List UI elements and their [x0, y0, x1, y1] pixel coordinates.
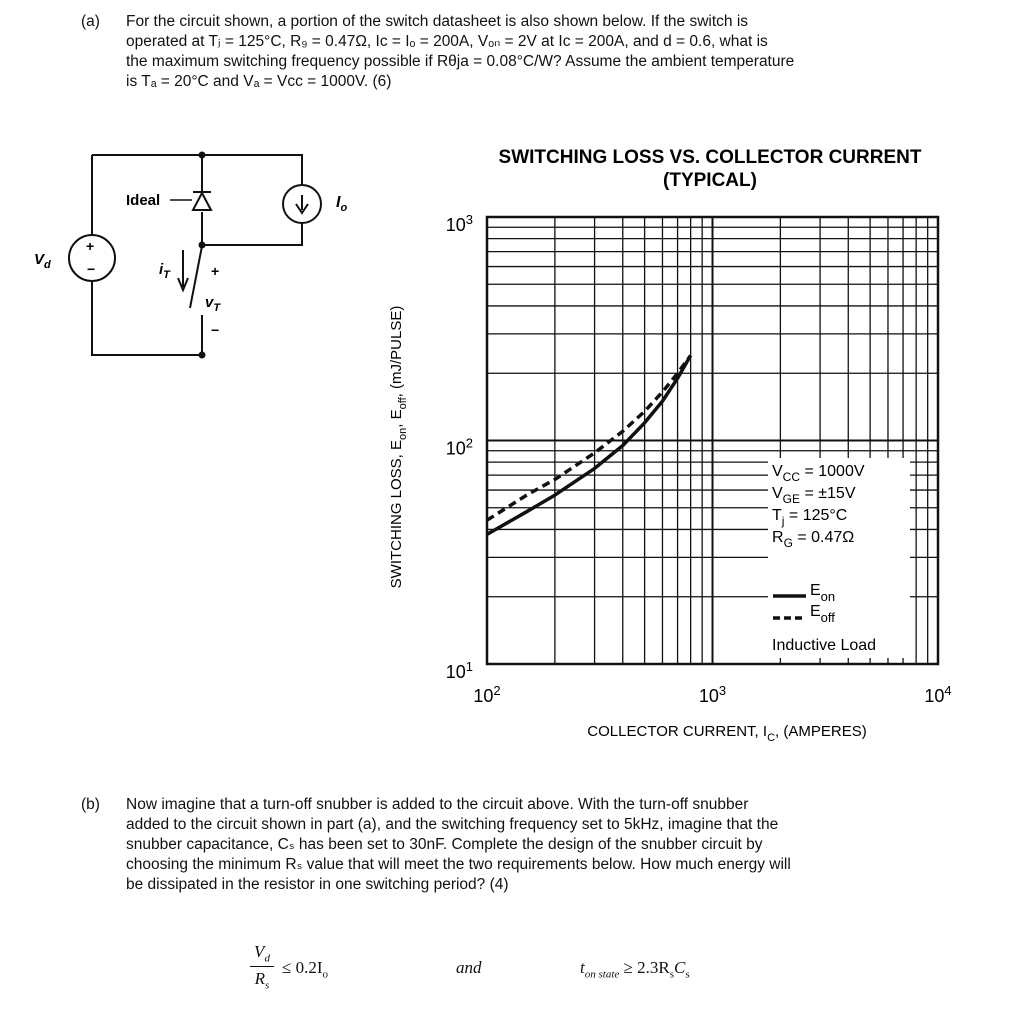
- question-b-line: be dissipated in the resistor in one switching period? (4): [126, 876, 509, 893]
- eq1-numerator: $V_d$: [254, 942, 270, 965]
- question-b-line: Now imagine that a turn-off snubber is added to the circuit above. With the turn-off snubber: [126, 796, 749, 813]
- legend-eoff-main: E: [810, 603, 821, 620]
- eq2-lhs-sub: on state: [584, 968, 620, 981]
- condition-value: = ±15V: [800, 485, 856, 502]
- y-axis-label-on: on: [397, 427, 409, 440]
- question-a-line: For the circuit shown, a portion of the switch datasheet is also shown below. If the switch is: [126, 13, 749, 30]
- diode-symbol: [193, 192, 211, 210]
- diode-label: Ideal: [126, 192, 161, 209]
- series-line-eoff: [487, 356, 691, 521]
- x-tick-label: [473, 683, 500, 706]
- question-a-label: (a): [81, 13, 100, 30]
- vT-label-sub: T: [213, 302, 221, 314]
- y-tick-exp: 2: [465, 435, 473, 451]
- question-b-label: (b): [81, 796, 100, 813]
- x-tick-label: [699, 683, 726, 706]
- source-minus: −: [87, 261, 96, 277]
- iT-label-sub: T: [163, 269, 170, 281]
- equation-conjunction: and: [456, 958, 482, 977]
- wire-top-right: [202, 155, 302, 185]
- x-axis-label-sub: C: [767, 732, 776, 744]
- junction-dot: [199, 352, 206, 359]
- junction-dot: [199, 152, 206, 159]
- condition-main: V: [772, 485, 783, 502]
- eq1-fraction: [250, 942, 274, 992]
- question-a-line: the maximum switching frequency possible if Rθja = 0.08°C/W? Assume the ambient temperature: [126, 53, 795, 70]
- y-tick-base: 10: [445, 662, 466, 682]
- question-b-line: snubber capacitance, Cₛ has been set to 30nF. Complete the design of the snubber circuit by: [126, 836, 763, 853]
- iT-arrow-icon: [178, 250, 188, 290]
- y-tick-exp: 1: [465, 659, 473, 674]
- equation-1: [250, 942, 360, 1002]
- y-axis-label: [388, 306, 409, 589]
- question-a-line: is Tₐ = 20°C and Vₐ = Vᴄᴄ = 1000V. (6): [126, 73, 392, 90]
- condition-value: = 1000V: [800, 463, 865, 480]
- chart-title: SWITCHING LOSS VS. COLLECTOR CURRENT: [498, 147, 922, 168]
- y-tick-label: [446, 436, 473, 459]
- question-b-line: added to the circuit shown in part (a), and the switching frequency set to 5kHz, imagine that the: [126, 816, 779, 833]
- eq2-rhs-sub2: s: [685, 968, 690, 981]
- question-a: [81, 12, 981, 102]
- vT-minus: −: [211, 322, 220, 338]
- question-b: [81, 795, 981, 905]
- current-label-sub: o: [340, 202, 348, 214]
- y-tick-exp: 3: [465, 212, 473, 227]
- condition-sub: GE: [782, 492, 801, 506]
- x-tick-exp: 4: [944, 683, 952, 698]
- legend-eoff-sub: off: [820, 610, 835, 625]
- question-a-line: operated at Tⱼ = 125°C, R₉ = 0.47Ω, Iᴄ = Iₒ = 200A, Vₒₙ = 2V at Iᴄ = 200A, and d = 0.6, what is: [126, 33, 768, 50]
- wire-left-bottom: [92, 280, 202, 355]
- condition-value: = 0.47Ω: [792, 529, 855, 546]
- eq1-denominator-sub: s: [265, 979, 270, 992]
- condition-value: = 125°C: [784, 507, 848, 524]
- condition-sub: j: [781, 514, 785, 528]
- eq1-numerator-sub: d: [264, 952, 270, 965]
- condition-sub: G: [783, 536, 793, 550]
- condition-sub: CC: [782, 470, 801, 484]
- eq2-rhs-sub1: s: [669, 968, 674, 981]
- x-tick-exp: 3: [718, 683, 727, 698]
- eq1-fraction-bar: [250, 966, 274, 967]
- source-plus: +: [86, 238, 95, 254]
- source-label: [34, 251, 51, 271]
- y-tick-base: 10: [445, 438, 466, 459]
- current-label-main: I: [336, 194, 341, 211]
- question-a-text: [126, 12, 794, 92]
- current-label: [336, 194, 347, 214]
- y-axis-label-off: off: [397, 397, 409, 410]
- y-axis-label-main: SWITCHING LOSS, E: [388, 439, 405, 589]
- x-tick-base: 10: [473, 686, 494, 706]
- eq2-rhs-mid: C: [673, 958, 686, 977]
- x-axis-label-main: COLLECTOR CURRENT, I: [587, 723, 768, 740]
- y-axis-label-comma: , E: [388, 409, 405, 428]
- load-note: Inductive Load: [772, 637, 877, 654]
- iT-label: [159, 261, 171, 281]
- x-axis-label-suffix: , (AMPERES): [775, 723, 867, 740]
- wire-right-bottom: [202, 223, 302, 245]
- x-tick-exp: 2: [493, 683, 501, 698]
- iT-label-main: i: [159, 261, 164, 278]
- y-axis-label-suffix: , (mJ/PULSE): [388, 305, 405, 398]
- source-label-main: V: [34, 251, 45, 268]
- x-tick-base: 10: [698, 686, 719, 706]
- y-tick-base: 10: [445, 215, 466, 235]
- eq1-rhs: ≤ $0.2I_o$: [282, 958, 328, 981]
- y-tick-label: [446, 659, 473, 682]
- x-tick-base: 10: [924, 686, 945, 706]
- junction-dot: [199, 242, 206, 249]
- vT-label: [205, 294, 221, 314]
- vT-plus: +: [211, 263, 220, 279]
- legend-eon-sub: on: [820, 589, 836, 604]
- legend-eon-main: E: [810, 582, 821, 599]
- question-b-line: choosing the minimum Rₛ value that will meet the two requirements below. How much energy will: [126, 856, 791, 873]
- y-tick-label: [446, 212, 473, 235]
- source-label-sub: d: [44, 259, 51, 271]
- circuit-diagram: [30, 140, 350, 370]
- question-b-text: [126, 795, 791, 895]
- equation-2: $t_{on state} \ge 2.3R_sC_s$: [580, 958, 690, 981]
- eq1-rhs-sub: o: [322, 968, 328, 981]
- condition-main: T: [772, 507, 782, 524]
- condition-main: R: [772, 529, 784, 546]
- eq2-rhs: ≥ 2.3R: [623, 958, 670, 977]
- switch-blade: [190, 246, 202, 308]
- eq1-denominator: $R_s$: [254, 969, 270, 992]
- vT-label-main: v: [205, 294, 214, 311]
- chart-subtitle: (TYPICAL): [663, 170, 757, 191]
- x-axis-label: [587, 723, 866, 744]
- condition-main: V: [772, 463, 783, 480]
- switching-loss-chart: [360, 135, 1000, 750]
- x-tick-label: [924, 683, 951, 706]
